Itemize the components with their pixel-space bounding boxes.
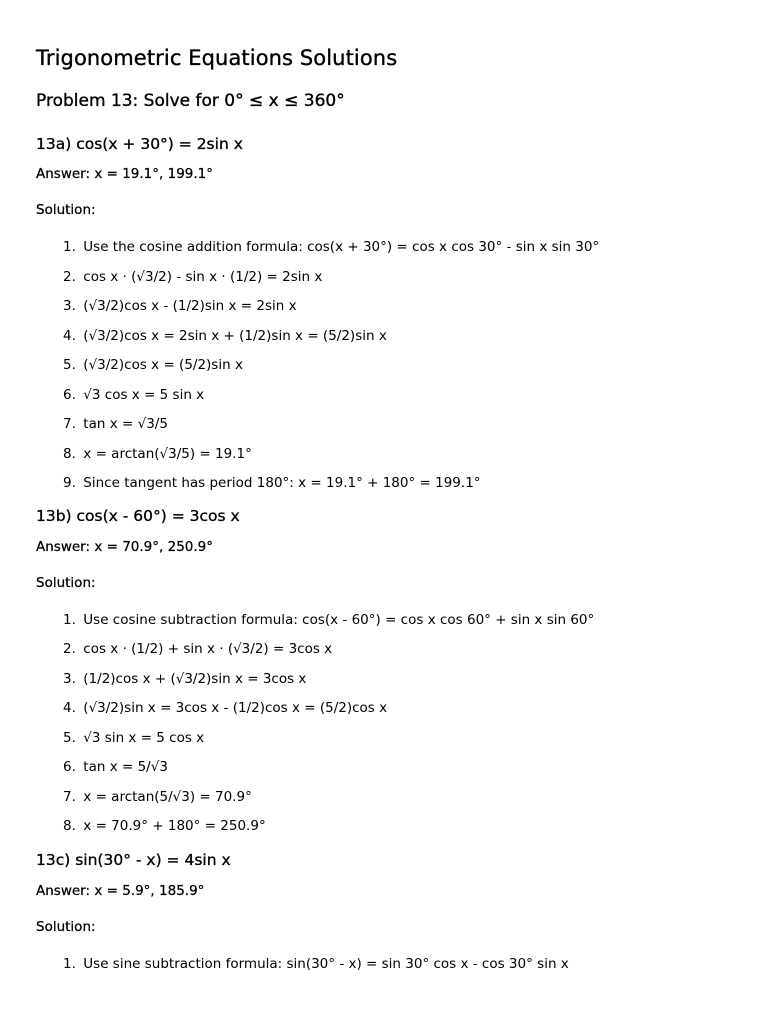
step-text: Use sine subtraction formula: sin(30° - x) = sin 30° cos x - cos 30° sin x — [83, 955, 569, 972]
step-text: cos x · (√3/2) - sin x · (1/2) = 2sin x — [83, 268, 323, 285]
step-number: 1. — [63, 239, 76, 255]
step-text: Use cosine subtraction formula: cos(x - 60°) = cos x cos 60° + sin x sin 60° — [83, 611, 595, 628]
step-text: Since tangent has period 180°: x = 19.1° + 180° = 199.1° — [83, 475, 481, 491]
step-text: tan x = √3/5 — [83, 416, 168, 432]
solution-step — [63, 385, 732, 415]
step-number: 5. — [63, 729, 76, 746]
step-text: √3 cos x = 5 sin x — [83, 386, 205, 403]
step-text: (√3/2)cos x = 2sin x + (1/2)sin x = (5/2)sin x — [83, 327, 387, 344]
solution-step — [63, 237, 732, 267]
step-number: 6. — [63, 386, 76, 403]
step-text: √3 sin x = 5 cos x — [83, 729, 205, 746]
step-text: (1/2)cos x + (√3/2)sin x = 3cos x — [83, 670, 307, 687]
solution-step — [63, 787, 732, 817]
part-title: 13a) cos(x + 30°) = 2sin x — [36, 135, 243, 153]
part-13c — [36, 849, 732, 984]
step-number: 7. — [63, 416, 76, 432]
solution-step — [63, 639, 732, 669]
step-text: x = arctan(5/√3) = 70.9° — [83, 788, 252, 805]
solution-step — [63, 610, 732, 640]
answer-line: Answer: x = 70.9°, 250.9° — [36, 538, 213, 555]
solution-step — [63, 267, 732, 297]
step-number: 3. — [63, 670, 76, 687]
solution-step — [63, 757, 732, 787]
step-text: (√3/2)sin x = 3cos x - (1/2)cos x = (5/2)cos x — [83, 700, 388, 716]
part-13b — [36, 505, 732, 846]
step-text: tan x = 5/√3 — [83, 759, 168, 775]
answer-line: Answer: x = 19.1°, 199.1° — [36, 166, 213, 182]
solution-label: Solution: — [36, 202, 96, 218]
step-number: 2. — [63, 641, 76, 657]
step-number: 1. — [63, 955, 76, 972]
solution-step — [63, 698, 732, 728]
step-number: 7. — [63, 788, 76, 805]
step-number: 3. — [63, 298, 76, 314]
solution-steps — [36, 954, 732, 984]
solution-label: Solution: — [36, 574, 96, 591]
solution-step — [63, 355, 732, 385]
solution-step — [63, 414, 732, 444]
solution-steps — [36, 237, 732, 503]
step-number: 1. — [63, 611, 76, 628]
step-text: cos x · (1/2) + sin x · (√3/2) = 3cos x — [83, 641, 333, 657]
solution-step — [63, 669, 732, 699]
part-13a — [36, 133, 732, 503]
solution-step — [63, 326, 732, 356]
solution-step — [63, 473, 732, 503]
solution-step — [63, 296, 732, 326]
step-number: 6. — [63, 759, 76, 775]
solution-steps — [36, 610, 732, 846]
solution-step — [63, 954, 732, 984]
solution-step — [63, 816, 732, 846]
part-title: 13b) cos(x - 60°) = 3cos x — [36, 506, 240, 525]
answer-line: Answer: x = 5.9°, 185.9° — [36, 882, 205, 899]
solution-label: Solution: — [36, 918, 96, 935]
step-number: 9. — [63, 475, 76, 491]
step-number: 5. — [63, 357, 76, 373]
step-text: x = arctan(√3/5) = 19.1° — [83, 445, 252, 462]
step-text: Use the cosine addition formula: cos(x + 30°) = cos x cos 30° - sin x sin 30° — [83, 239, 600, 255]
step-number: 8. — [63, 818, 76, 834]
page-title: Trigonometric Equations Solutions — [36, 46, 398, 70]
step-number: 4. — [63, 327, 76, 344]
step-number: 2. — [63, 268, 76, 285]
solution-step — [63, 444, 732, 474]
step-number: 8. — [63, 445, 76, 462]
step-text: x = 70.9° + 180° = 250.9° — [83, 818, 266, 834]
solution-step — [63, 728, 732, 758]
part-title: 13c) sin(30° - x) = 4sin x — [36, 850, 231, 869]
problem-title: Problem 13: Solve for 0° ≤ x ≤ 360° — [36, 91, 345, 111]
step-text: (√3/2)cos x - (1/2)sin x = 2sin x — [83, 298, 297, 314]
step-number: 4. — [63, 700, 76, 716]
step-text: (√3/2)cos x = (5/2)sin x — [83, 357, 243, 373]
